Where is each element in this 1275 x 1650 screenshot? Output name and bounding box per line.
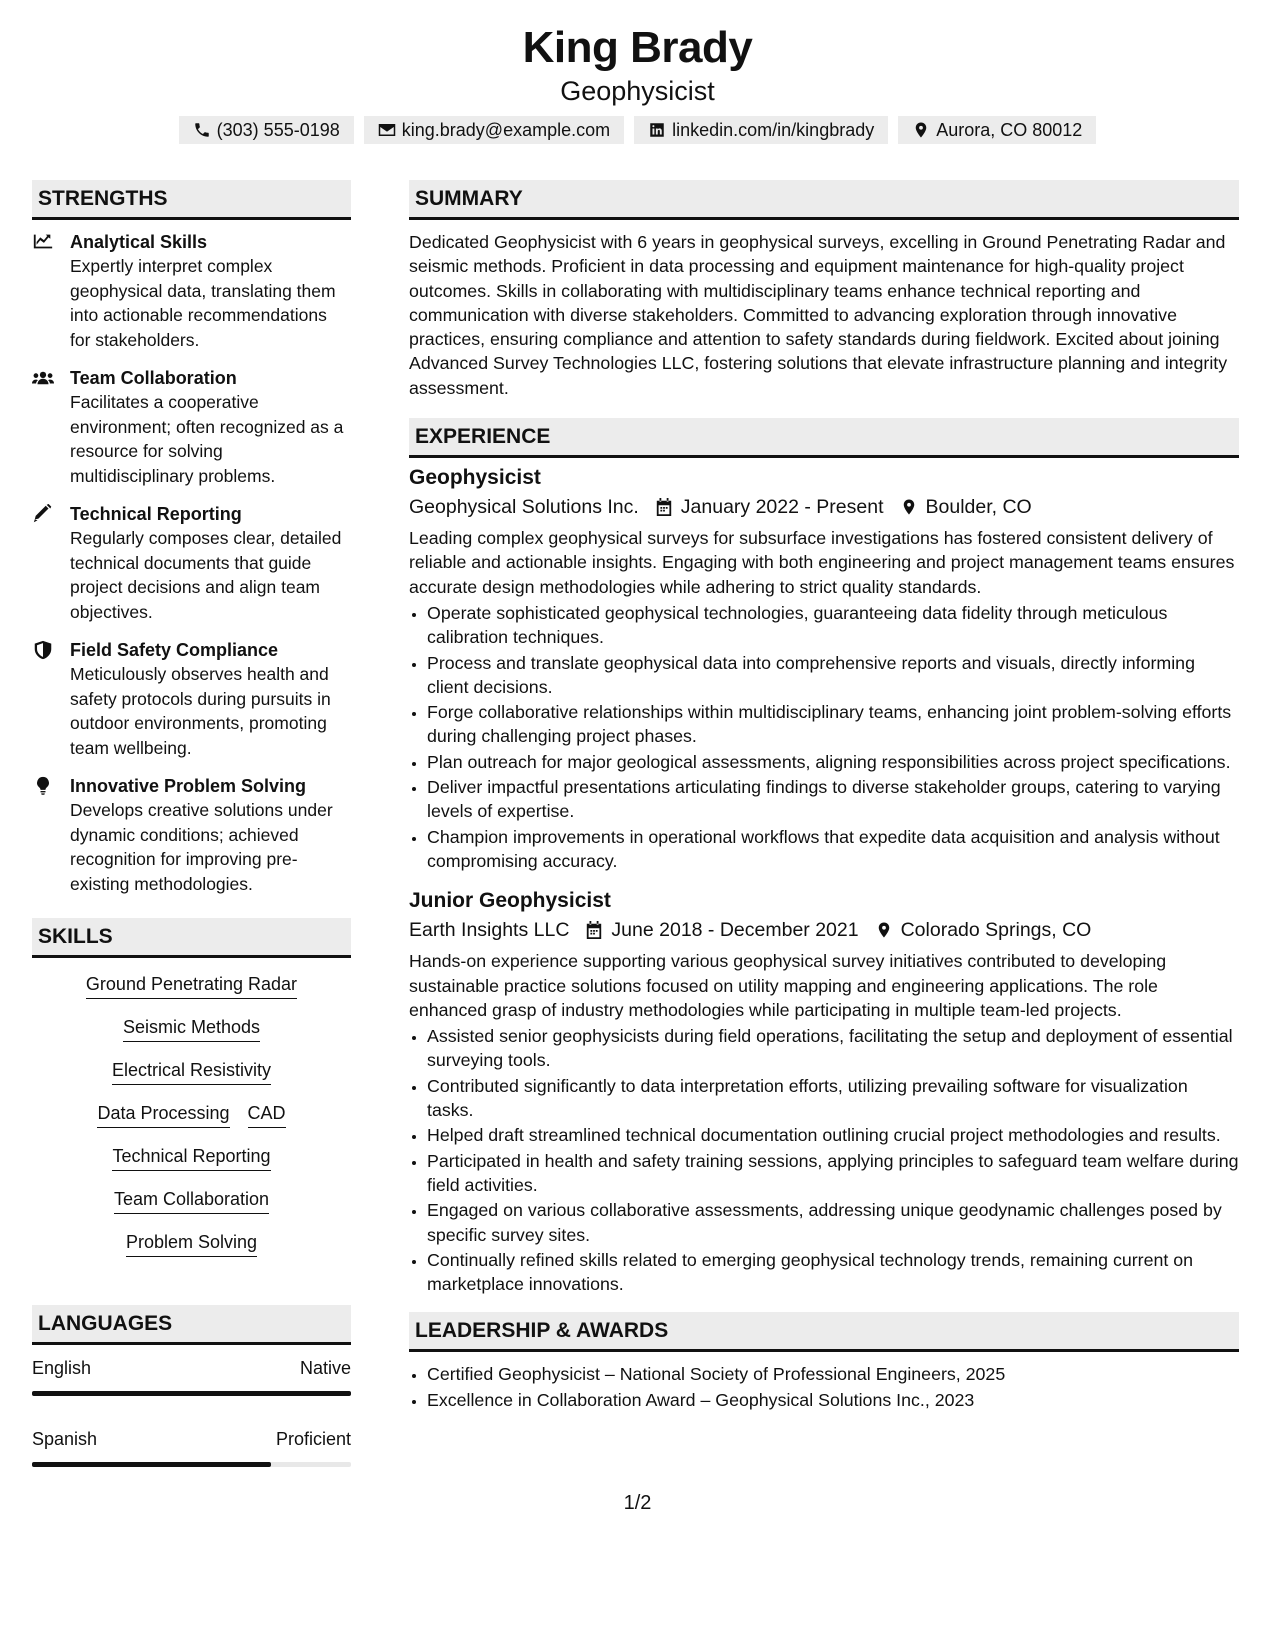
- language-level: Proficient: [275, 1429, 351, 1449]
- strength-item: [32, 230, 351, 352]
- calendar-icon: [655, 497, 673, 517]
- skill-tag: Team Collaboration: [114, 1187, 269, 1214]
- strength-desc: Facilitates a cooperative environment; often recognized as a resource for solving multidisciplinary problems.: [70, 392, 344, 486]
- language-proficiency-fill: [32, 1462, 271, 1467]
- left-column: [32, 180, 351, 1481]
- language-proficiency-bar: [32, 1462, 351, 1467]
- skill-tag: CAD: [248, 1101, 286, 1128]
- job-company: Earth Insights LLC: [409, 919, 570, 942]
- calendar-icon: [585, 920, 603, 940]
- contact-phone-text: (303) 555-0198: [216, 119, 340, 140]
- contact-email[interactable]: [364, 116, 624, 144]
- job-bullet: • Helped draft streamlined technical documentation outlining crucial project methodologies and results.: [427, 1123, 1239, 1147]
- experience-heading: EXPERIENCE: [409, 418, 1239, 458]
- job-bullet: • Assisted senior geophysicists during field operations, facilitating the setup and deployment of essential surveying tools.: [427, 1024, 1239, 1073]
- skills-heading: SKILLS: [32, 918, 351, 958]
- job-bullet: • Operate sophisticated geophysical technologies, guaranteeing data fidelity through meticulous calibration techniques.: [427, 601, 1239, 650]
- strength-title: Team Collaboration: [70, 368, 237, 388]
- users-icon: [32, 368, 54, 388]
- award-item: • Excellence in Collaboration Award – Geophysical Solutions Inc., 2023: [427, 1388, 1239, 1412]
- strength-desc: Meticulously observes health and safety protocols during pursuits in outdoor environments, promoting team wellbeing.: [70, 664, 331, 758]
- contact-bar: [0, 116, 1275, 144]
- page-number: 1/2: [623, 1492, 652, 1514]
- job-bullet: • Forge collaborative relationships within multidisciplinary teams, enhancing joint problem-solving efforts during challenging project phases.: [427, 700, 1239, 749]
- location-pin-icon: [900, 497, 918, 517]
- award-item: • Certified Geophysicist – National Society of Professional Engineers, 2025: [427, 1362, 1239, 1386]
- job-meta: [409, 915, 1239, 945]
- languages-heading: LANGUAGES: [32, 1305, 351, 1345]
- job-meta: [409, 492, 1239, 522]
- skills-list: [32, 968, 351, 1277]
- strength-item: [32, 366, 351, 488]
- candidate-title: Geophysicist: [560, 76, 715, 106]
- strength-desc: Regularly composes clear, detailed technical documents that guide project decisions and align team objectives.: [70, 528, 342, 622]
- skill-tag: Problem Solving: [126, 1230, 257, 1257]
- job-location: Colorado Springs, CO: [900, 919, 1092, 942]
- job-description: Leading complex geophysical surveys for subsurface investigations has fostered consistent delivery of reliable and actionable insights. Engaging with both engineering and project management teams ensures accurate design methodologies while adhering to strict quality standards.: [409, 528, 1235, 597]
- strength-item: [32, 502, 351, 624]
- job-bullet: • Champion improvements in operational workflows that expedite data acquisition and analysis without compromising accuracy.: [427, 825, 1239, 874]
- strength-desc: Develops creative solutions under dynamic conditions; achieved recognition for improving pre-existing methodologies.: [70, 800, 333, 894]
- job-bullet: • Process and translate geophysical data into comprehensive reports and visuals, directly informing client decisions.: [427, 651, 1239, 700]
- skill-tag: Electrical Resistivity: [112, 1058, 271, 1085]
- contact-linkedin-text: linkedin.com/in/kingbrady: [672, 119, 875, 140]
- phone-icon: [193, 121, 211, 139]
- strength-title: Innovative Problem Solving: [70, 776, 307, 796]
- job-title: Geophysicist: [409, 466, 541, 490]
- awards-heading: LEADERSHIP & AWARDS: [409, 1312, 1239, 1352]
- job-dates: January 2022 - Present: [680, 496, 884, 519]
- pencil-icon: [32, 504, 54, 524]
- skill-tag: Seismic Methods: [123, 1015, 260, 1042]
- lightbulb-icon: [32, 776, 54, 796]
- job-bullets: [409, 1024, 1239, 1296]
- candidate-name: King Brady: [522, 23, 753, 72]
- job-dates: June 2018 - December 2021: [611, 919, 859, 942]
- contact-location: [898, 116, 1096, 144]
- job-entry: [409, 464, 1239, 873]
- job-bullet: • Contributed significantly to data interpretation efforts, utilizing prevailing software for visualization tasks.: [427, 1074, 1239, 1123]
- strength-title: Technical Reporting: [70, 504, 242, 524]
- resume-header: [0, 0, 1275, 144]
- job-bullet: • Continually refined skills related to emerging geophysical technology trends, remaining current on marketplace innovations.: [427, 1248, 1239, 1297]
- resume-body: [32, 180, 1239, 1481]
- location-pin-icon: [875, 920, 893, 940]
- contact-linkedin[interactable]: [634, 116, 888, 144]
- job-entry: [409, 887, 1239, 1296]
- job-bullet: • Engaged on various collaborative assessments, addressing unique geodynamic challenges posed by specific survey sites.: [427, 1198, 1239, 1247]
- chart-line-icon: [32, 232, 54, 252]
- contact-location-text: Aurora, CO 80012: [936, 119, 1083, 140]
- skill-tag: Data Processing: [97, 1101, 229, 1128]
- strength-desc: Expertly interpret complex geophysical data, translating them into actionable recommendations for stakeholders.: [70, 256, 336, 350]
- strength-title: Field Safety Compliance: [70, 640, 279, 660]
- job-company: Geophysical Solutions Inc.: [409, 496, 639, 519]
- language-proficiency-bar: [32, 1391, 351, 1396]
- job-bullet: • Plan outreach for major geological assessments, aligning responsibilities across project specifications.: [427, 750, 1239, 774]
- job-bullet: • Deliver impactful presentations articulating findings to diverse stakeholder groups, catering to varying levels of expertise.: [427, 775, 1239, 824]
- strength-title: Analytical Skills: [70, 232, 208, 252]
- language-item: [32, 1426, 351, 1467]
- right-column: [409, 180, 1239, 1481]
- envelope-icon: [378, 121, 396, 139]
- job-location: Boulder, CO: [925, 496, 1032, 519]
- skill-tag: Ground Penetrating Radar: [86, 972, 297, 999]
- language-level: Native: [299, 1358, 351, 1378]
- strength-item: [32, 774, 351, 896]
- language-name: Spanish: [32, 1429, 98, 1449]
- job-title: Junior Geophysicist: [409, 889, 611, 913]
- summary-heading: SUMMARY: [409, 180, 1239, 220]
- job-description: Hands-on experience supporting various geophysical survey initiatives contributed to developing sustainable practice solutions focused on utility mapping and engineering applications. The role enhanced grasp of industry methodologies while participating in multiple team-led projects.: [409, 951, 1167, 1020]
- shield-icon: [32, 640, 54, 660]
- summary-text: Dedicated Geophysicist with 6 years in geophysical surveys, excelling in Ground Penetrating Radar and seismic methods. Proficient in data processing and equipment maintenance for high-quality project outcomes. Skills in collaborating with multidisciplinary teams enhance technical reporting and communication with diverse stakeholders. Committed to advancing exploration through innovative practices, ensuring compliance and attention to safety standards during fieldwork. Excited about joining Advanced Survey Technologies LLC, fostering solutions that elevate infrastructure planning and integrity assessment.: [409, 232, 1228, 398]
- language-proficiency-fill: [32, 1391, 351, 1396]
- location-pin-icon: [912, 121, 930, 139]
- skill-tag: Technical Reporting: [112, 1144, 270, 1171]
- language-item: [32, 1355, 351, 1396]
- linkedin-icon: [648, 121, 666, 139]
- strengths-heading: STRENGTHS: [32, 180, 351, 220]
- contact-email-text: king.brady@example.com: [401, 119, 611, 140]
- job-bullet: • Participated in health and safety training sessions, applying principles to safeguard team welfare during field activities.: [427, 1149, 1239, 1198]
- awards-list: [409, 1362, 1239, 1412]
- strength-item: [32, 638, 351, 760]
- language-name: English: [32, 1358, 92, 1378]
- contact-phone[interactable]: [179, 116, 354, 144]
- job-bullets: [409, 601, 1239, 873]
